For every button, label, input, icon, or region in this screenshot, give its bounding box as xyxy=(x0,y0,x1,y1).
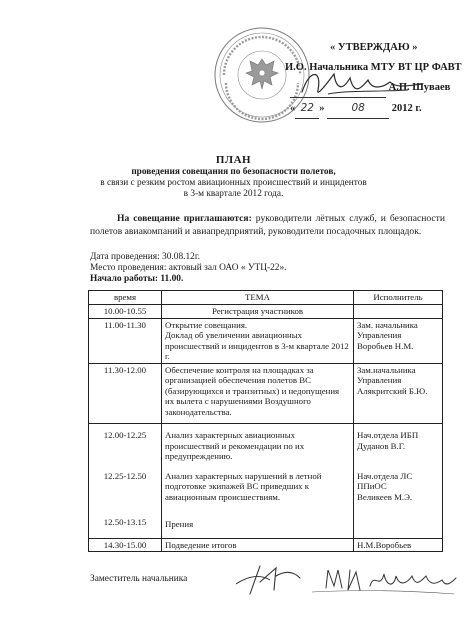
header-executor: Исполнитель xyxy=(354,291,443,305)
agenda-header-row xyxy=(89,291,443,305)
row-time: 11.30-12.00 xyxy=(89,363,162,424)
approval-position: И.О. Начальника МТУ ВТ ЦР ФАВТ xyxy=(285,62,462,73)
row-topic: Обеспечение контроля на площадках за организацией обеспечения полетов ВС (базирующихся и транзитных) и недопущения их вылета с нарушениями Воздушного законодательства. xyxy=(162,363,354,424)
row-topic: Подведение итогов xyxy=(162,538,354,552)
footer-signature xyxy=(230,560,460,600)
row-executor xyxy=(354,503,443,538)
invitation-text: руководители лётных служб, и безопасности полетов авиакомпаний и авиапредприятий, руководители посадочных площадок. xyxy=(90,213,445,237)
footer-position: Заместитель начальника xyxy=(90,574,188,584)
meeting-start: Начало работы: 11.00. xyxy=(90,273,184,284)
row-time: 12.00-12.25 xyxy=(89,424,162,463)
row-time: 11.00-11.30 xyxy=(89,318,162,363)
subtitle-line-2: в связи с резким ростом авиационных происшествий и инцидентов xyxy=(100,178,367,188)
approval-signature xyxy=(298,64,428,104)
row-executor: Нач.отдела ИБП Дуданов В.Г. xyxy=(354,424,443,463)
row-executor xyxy=(354,305,443,319)
row-topic: Открытие совещания. Доклад об увеличении авиационных происшествий и инцидентов в 3-м квартале 2012 г. xyxy=(162,318,354,363)
invitation-paragraph xyxy=(90,212,445,238)
table-row xyxy=(89,363,443,424)
header-time: время xyxy=(89,291,162,305)
table-row xyxy=(89,463,443,504)
table-row xyxy=(89,538,443,552)
approval-date-line: « 22 » 08 2012 г. xyxy=(290,98,460,119)
invitation-lead: На совещание приглашаются: xyxy=(117,213,252,224)
document-title: ПЛАН xyxy=(215,154,252,166)
table-row xyxy=(89,305,443,319)
row-executor: Н.М.Воробьев xyxy=(354,538,443,552)
meeting-details xyxy=(90,252,287,284)
approval-date-year: 2012 г. xyxy=(391,103,422,114)
approval-signatory: А.П. Шуваев xyxy=(388,82,451,93)
row-time: 14.30-15.00 xyxy=(89,538,162,552)
row-topic: Прения xyxy=(162,503,354,538)
approval-heading: « УТВЕРЖДАЮ » xyxy=(330,42,418,53)
meeting-date: Дата проведения: 30.08.12г. xyxy=(90,252,200,262)
subtitle-line-1: проведения совещания по безопасности полетов, xyxy=(131,167,336,177)
row-time: 12.50-13.15 xyxy=(89,503,162,538)
row-time: 12.25-12.50 xyxy=(89,463,162,504)
row-executor: Нач.отдела ЛС ППиОС Великеев М.Э. xyxy=(354,463,443,504)
agenda-table xyxy=(88,290,443,552)
header-topic: ТЕМА xyxy=(162,291,354,305)
row-time: 10.00-10.55 xyxy=(89,305,162,319)
table-row xyxy=(89,424,443,463)
row-topic: Регистрация участников xyxy=(162,305,354,319)
subtitle-line-3: в 3-м квартале 2012 года. xyxy=(183,189,284,199)
table-row xyxy=(89,318,443,363)
meeting-place: Место проведения: актовый зал ОАО « УТЦ-22». xyxy=(90,262,287,273)
document-subtitle xyxy=(0,167,467,200)
row-executor: Зам.начальника Управления Алякритский Б.Ю. xyxy=(354,363,443,424)
row-topic: Анализ характерных нарушений в летной подготовке экипажей ВС приведших к авиационным происшествиям. xyxy=(162,463,354,504)
row-topic: Анализ характерных авиационных происшествий и рекомендации по их предупреждению. xyxy=(162,424,354,463)
row-executor: Зам. начальника Управления Воробьев Н.М. xyxy=(354,318,443,363)
approval-date-month: 08 xyxy=(327,98,389,119)
approval-date-day: 22 xyxy=(295,98,319,119)
table-row xyxy=(89,503,443,538)
